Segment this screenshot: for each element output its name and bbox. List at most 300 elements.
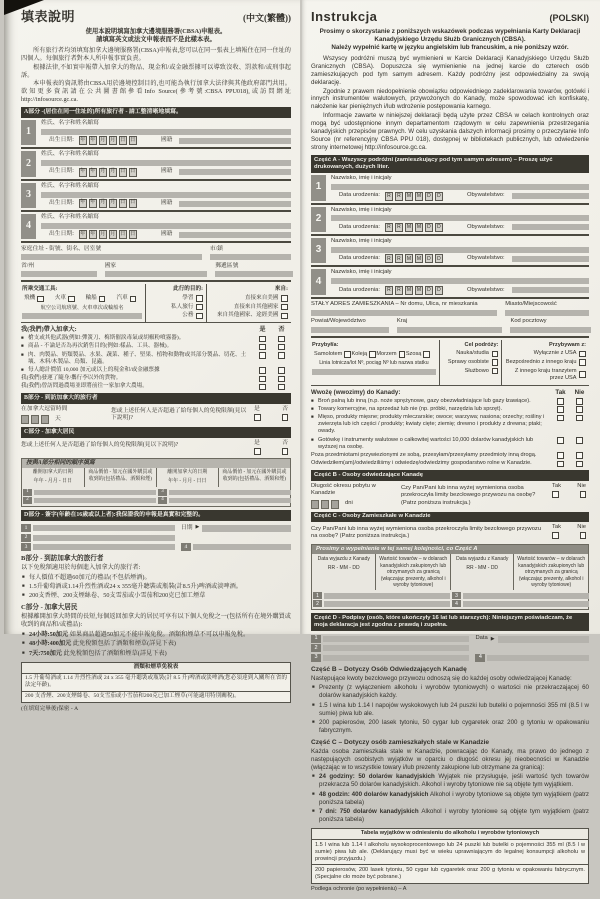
part-c-question: 您或上述任何人是否超過了給每個人的免稅限額(見以下說明)? xyxy=(21,441,179,448)
postal-code-label: 郵遞區號 xyxy=(215,262,239,269)
yes-checkbox[interactable] xyxy=(259,367,266,374)
duration-label: 在加拿大逗留時間 xyxy=(21,405,68,412)
date-input-bar[interactable] xyxy=(498,636,589,643)
subtitle-line-1: 使用本說明填寫加拿大邊境服務署(CBSA)申報表。 xyxy=(85,27,227,35)
signature-number: 4 xyxy=(475,654,485,662)
dob-box[interactable]: D xyxy=(425,254,433,263)
table-row-number: 4 xyxy=(452,600,461,607)
citizenship-input-bar[interactable] xyxy=(179,232,291,238)
duration-label: Długość okresu pobytu w Kanadzie xyxy=(311,482,376,497)
no-checkbox[interactable] xyxy=(282,414,289,421)
dob-box[interactable]: 年 xyxy=(79,168,87,177)
purpose-personal-label: Sprawy osobiste xyxy=(447,358,489,365)
subtitle-line-1: Prosimy o skorzystanie z poniższych wskazówek podczas wypełniania Karty Deklaracji Kanadyjskiego Urzędu Służb Granicznych (CBSA). xyxy=(319,27,581,43)
no-checkbox[interactable] xyxy=(576,437,583,444)
table-strip-header: 按與A部分相同的順序填寫 xyxy=(22,459,290,469)
no-checkbox[interactable] xyxy=(576,415,583,422)
days-label: 天 xyxy=(55,416,61,423)
value-of-goods-header: Wartość towarów – w dolarach kanadyjskich zakupionych lub otrzymanych za granicą (włączając prezenty, alkohol i wyroby tytoniowe) xyxy=(513,554,588,590)
part-b-header: B部分 - 到訪加拿大的旅行者 xyxy=(21,393,291,404)
purpose-personal-checkbox[interactable] xyxy=(492,359,499,366)
arriving-us-label: Wyłącznie z USA xyxy=(533,350,577,357)
bringing-item: ■ 商品 - 不論是否為再次銷售目的(例如:樣品、工具、器械)。 xyxy=(21,343,253,350)
language-tag: (POLSKI) xyxy=(549,13,589,23)
protected-footer: Podlega ochronie (po wypełnieniu) – A xyxy=(311,886,407,893)
residents-goods-table xyxy=(311,544,589,611)
arriving-via-us-label: 來自其他國家、途經美國 xyxy=(216,312,279,319)
no-checkbox[interactable] xyxy=(580,491,587,498)
exemption-detail: Wyjątek nie przysługuje, jeśli wartość tych towarów przekracza 50 dolarów kanadyjskich. Alkohol i wyroby tytoniowe nie są objęte tym wyjątkiem. xyxy=(319,773,589,789)
dob-box[interactable]: 月 xyxy=(99,136,107,145)
info-part-c-title: Część C – Dotyczy osób zamieszkałych stale w Kanadzie xyxy=(311,738,490,746)
dob-box[interactable]: 月 xyxy=(99,199,107,208)
bringing-extra-statement: 我(我們)發運了隨身/攜行李以外的貨物。 xyxy=(21,375,122,382)
exemption-amount: 24 godziny: 50 dolarów kanadyjskich xyxy=(319,773,435,781)
name-label: 姓氏、名字和姓名縮寫 xyxy=(41,182,99,189)
dob-box[interactable]: 年 xyxy=(79,199,87,208)
home-address-label: STAŁY ADRES ZAMIESZKANIA – Nr domu, Ulica, nr mieszkania xyxy=(311,301,478,308)
province-label: 省/州 xyxy=(21,262,35,269)
name-input-bar[interactable] xyxy=(331,247,589,253)
arriving-us-checkbox[interactable] xyxy=(281,295,288,302)
dob-label: 出生日期: xyxy=(49,137,74,144)
no-checkbox[interactable] xyxy=(576,461,583,468)
goods-input-bar[interactable] xyxy=(463,601,589,607)
yes-checkbox[interactable] xyxy=(557,461,564,468)
info-part-c-intro: 根據離開加拿大時間的長短,每個返回加拿大的居民可享有以下個人免稅之一(包括所有在境外購買或收到的商品和/或禮品): xyxy=(21,613,291,629)
signature-input-bar[interactable] xyxy=(33,544,175,550)
no-label: Nie xyxy=(577,482,586,489)
home-address-input-bar[interactable] xyxy=(21,254,202,260)
protected-footer: (在填寫完畢後)保密 - A xyxy=(21,705,79,712)
mode-air-label: 飛機 xyxy=(24,295,36,302)
dob-box[interactable]: 日 xyxy=(119,199,127,208)
name-input-bar[interactable] xyxy=(41,192,291,198)
exemption-bullet: ■ Prezenty (z wyłączeniem alkoholu i wyrobów tytoniowych) o wartości nie przekraczającej 60 dolarów kanadyjskich każdy. xyxy=(311,684,589,700)
exemption-amount: 48小時:400加元 xyxy=(29,640,72,648)
signature-number: 1 xyxy=(311,635,321,643)
table-row-number: 4 xyxy=(158,497,167,504)
province-label: Powiat/Województwo xyxy=(311,318,366,325)
days-box[interactable] xyxy=(331,500,339,509)
signature-input-bar[interactable] xyxy=(33,525,175,531)
transport-label: 所乘交通工具: xyxy=(22,286,58,293)
subtitle-line-2: Należy wypełnić kartę w języku angielskim lub francuskim, a nie poniższy wzór. xyxy=(331,43,569,51)
mode-marine-checkbox[interactable] xyxy=(369,351,376,358)
signature-input-bar[interactable] xyxy=(323,645,469,651)
dob-box[interactable]: M xyxy=(406,192,412,199)
dob-box[interactable]: 年 xyxy=(89,136,97,145)
flight-number-label: Linia lotnicza/lot Nº, pociąg Nº lub nazwa statku xyxy=(319,359,429,366)
traveler-row-number: 3 xyxy=(311,238,326,263)
date-left-canada-header: 離開加拿大的日期 xyxy=(32,470,73,476)
no-checkbox[interactable] xyxy=(576,398,583,405)
country-label: Kraj xyxy=(396,318,408,325)
dob-box[interactable]: D xyxy=(435,286,443,295)
dob-box[interactable]: 年 xyxy=(79,230,87,239)
citizenship-input-bar[interactable] xyxy=(512,193,589,199)
bringing-extra-statement: 我(我們)曾訪問過農場並即將前往一家加拿大農場。 xyxy=(21,383,148,390)
part-d-header: D部分 - 簽字(年齡在16歲或以上者):我保證我的申報是真實和完整的。 xyxy=(21,510,291,521)
dob-box[interactable]: 日 xyxy=(129,136,137,145)
dob-box[interactable]: 日 xyxy=(129,230,137,239)
date-format-hint: 年年 - 月月 - 日日 xyxy=(168,478,207,484)
goods-input-bar[interactable] xyxy=(169,498,291,504)
yes-checkbox[interactable] xyxy=(557,437,564,444)
exemption-bullet: ■ 200 papierosów, 200 lasek tytoniu, 50 cygar lub cygaretek oraz 200 g tytoniu w opakowaniu fabrycznym. xyxy=(311,719,589,735)
dob-box[interactable]: D xyxy=(425,286,433,295)
purpose-label: 此行的目的: xyxy=(173,286,203,293)
yes-checkbox[interactable] xyxy=(557,452,564,459)
bringing-item: ■ Broń palną lub inną (n.p. noże sprężynowe, gazy obezwładniające lub gazy łzawiące). xyxy=(311,398,551,405)
province-input-bar[interactable] xyxy=(311,327,389,333)
days-box[interactable] xyxy=(31,415,39,424)
no-checkbox[interactable] xyxy=(278,344,285,351)
arriving-from-label: Przybywam z: xyxy=(548,341,586,348)
citizenship-input-bar[interactable] xyxy=(512,224,589,230)
table-row-number: 1 xyxy=(313,592,322,599)
mode-highway-label: Szosą xyxy=(405,350,422,357)
country-input-bar[interactable] xyxy=(105,271,208,277)
dob-box[interactable]: R xyxy=(395,223,403,232)
purpose-label: Cel podróży: xyxy=(464,341,499,348)
arriving-other-checkbox[interactable] xyxy=(281,304,288,311)
intro-paragraph: Zgodnie z prawem niedopełnienie obowiązku odpowiedniego zadeklarowania towarów, gotówki i innych instrumentów walutowych, przywożonych do Kanady, może spowodować ich konfiskatę, nałożenie kar pieniężnych i/lub wdrożenie postępowania karnego. xyxy=(311,87,589,111)
signature-input-bar[interactable] xyxy=(323,655,469,661)
dob-box[interactable]: 日 xyxy=(119,230,127,239)
dob-box[interactable]: M xyxy=(406,287,412,294)
purpose-business-checkbox[interactable] xyxy=(492,368,499,375)
info-part-b-title: B部分 - 到訪加拿大的旅行者 xyxy=(21,555,104,563)
dob-box[interactable]: 月 xyxy=(109,199,117,208)
home-address-input-bar[interactable] xyxy=(311,310,497,316)
dob-box[interactable]: 日 xyxy=(129,168,137,177)
name-label: 姓氏、名字和姓名縮寫 xyxy=(41,119,99,126)
info-part-c-intro: Każda osoba zamieszkała stale w Kanadzie, powracając do Kanady, ma prawo do jednego z następujących osobistych wyjątków w oparciu o długość okresu jej nieobecności w Kanadzie (włączając w to wszystkie towary i/lub prezenty zakupione lub otrzymane za granicą): xyxy=(311,747,589,771)
dob-box[interactable]: 月 xyxy=(109,168,117,177)
dob-box[interactable]: 年 xyxy=(89,168,97,177)
info-part-b-intro: 以下免稅額適用於每個進入加拿大的旅行者: xyxy=(21,564,141,572)
citizenship-label: 國籍 xyxy=(160,168,173,175)
dob-box[interactable]: R xyxy=(385,223,393,232)
dob-box[interactable]: R xyxy=(385,254,393,263)
signature-input-bar[interactable] xyxy=(487,655,589,661)
arriving-via-us-checkbox[interactable] xyxy=(579,371,586,378)
signature-number: 3 xyxy=(21,543,31,551)
yes-checkbox[interactable] xyxy=(552,532,559,539)
exemption-detail: 如果商品超過50加元不能申報免稅。酒類和煙草不可以申報免稅。 xyxy=(69,630,250,638)
days-box[interactable] xyxy=(311,500,319,509)
exemption-amount: 48 godzin: 400 dolarów kanadyjskich xyxy=(319,790,429,798)
purpose-personal-checkbox[interactable] xyxy=(196,304,203,311)
mode-highway-label: 汽車 xyxy=(116,295,128,302)
country-label: 國家 xyxy=(104,262,117,269)
traveler-row-number: 4 xyxy=(21,214,36,239)
purpose-business-label: Służbowo xyxy=(464,367,489,374)
mode-rail-label: Koleją xyxy=(351,350,368,357)
yes-checkbox[interactable] xyxy=(254,448,261,455)
citizenship-label: 國籍 xyxy=(160,199,173,206)
intro-paragraph: 本申報表的資訊將由CBSA用於邊境控制目的,也可能為執行加拿大法律與其他政府部門共用。欲知更多資訊請在公共圖書館參看Info Source(參考號:CBSA PPU018),或訪問網址 http://infosource.gc.ca. xyxy=(21,80,291,104)
intro-paragraph: Wszyscy podróżni muszą być wymienieni w Karcie Deklaracji Kanadyjskiego Urzędu Służb Granicznych (CBSA). Dopuszcza się wymienienie na jednej karcie do czterech osób zamieszkujących pod tym samym adresem. Każdy podróżny jest odpowiedzialny za swoją deklarację. xyxy=(311,54,589,86)
no-checkbox[interactable] xyxy=(576,452,583,459)
alcohol-tobacco-table xyxy=(311,828,589,884)
dob-box[interactable]: 年 xyxy=(89,230,97,239)
mode-highway-checkbox[interactable] xyxy=(423,351,430,358)
city-input-bar[interactable] xyxy=(210,254,291,260)
dob-box[interactable]: D xyxy=(435,223,443,232)
yes-checkbox[interactable] xyxy=(259,336,266,343)
dob-box[interactable]: 年 xyxy=(89,199,97,208)
no-checkbox[interactable] xyxy=(282,448,289,455)
no-checkbox[interactable] xyxy=(278,376,285,383)
dob-box[interactable]: D xyxy=(425,192,433,201)
date-left-canada-header: 離開加拿大的日期 xyxy=(167,470,208,476)
part-a-header: A部分 -(居住在同一住址的)所有旅行者 - 請工整清晰地填寫。 xyxy=(21,107,291,118)
bringing-extra-statement: Poza przedmiotami przywiezionymi ze sobą, przesyłam/przesyłamy przedmioty inną drogą. xyxy=(311,451,537,458)
postal-code-input-bar[interactable] xyxy=(215,271,293,277)
goods-input-bar[interactable] xyxy=(324,593,450,599)
signature-input-bar[interactable] xyxy=(193,544,291,550)
dob-box[interactable]: R xyxy=(395,254,403,263)
name-input-bar[interactable] xyxy=(41,223,291,229)
dob-box[interactable]: D xyxy=(435,254,443,263)
flight-number-input-bar[interactable] xyxy=(312,369,436,375)
citizenship-input-bar[interactable] xyxy=(179,138,291,144)
name-input-bar[interactable] xyxy=(41,129,291,135)
days-box[interactable] xyxy=(21,415,29,424)
no-column-label: 否 xyxy=(278,326,285,334)
yes-label: 是 xyxy=(254,405,260,412)
dob-box[interactable]: R xyxy=(385,286,393,295)
dob-box[interactable]: R xyxy=(395,192,403,201)
mode-marine-label: Morzem xyxy=(376,350,397,357)
exemption-detail: 此免稅額包括了酒類和煙草(詳見下表) xyxy=(72,640,176,648)
name-input-bar[interactable] xyxy=(331,215,589,221)
yes-checkbox[interactable] xyxy=(557,406,564,413)
citizenship-input-bar[interactable] xyxy=(179,169,291,175)
yes-checkbox[interactable] xyxy=(557,398,564,405)
yes-checkbox[interactable] xyxy=(552,491,559,498)
purpose-study-checkbox[interactable] xyxy=(196,295,203,302)
mode-rail-checkbox[interactable] xyxy=(399,351,406,358)
exemption-bullet xyxy=(311,808,589,824)
subtitle-line-2: 請填寫英文或法文申報表而不是此樣本表。 xyxy=(96,35,216,43)
arriving-other-label: Bezpośrednio z innego kraju xyxy=(505,358,577,365)
no-checkbox[interactable] xyxy=(580,532,587,539)
mode-marine-checkbox[interactable] xyxy=(68,296,75,303)
residents-goods-table xyxy=(21,458,291,507)
dob-box[interactable]: 日 xyxy=(129,199,137,208)
exemption-amount: 7 dni: 750 dolarów kanadyjskich xyxy=(319,807,419,815)
signature-number: 4 xyxy=(181,543,191,551)
bringing-item: ■ 槍支或其他武器(例如:彈簧刀、梅斯催淚毒氣或胡椒粉噴霧器)。 xyxy=(21,335,253,342)
no-checkbox[interactable] xyxy=(278,352,285,359)
postal-code-label: Kod pocztowy xyxy=(510,318,547,325)
exemption-bullet xyxy=(21,631,291,639)
no-label: 否 xyxy=(282,405,288,412)
no-checkbox[interactable] xyxy=(576,406,583,413)
signature-input-bar[interactable] xyxy=(323,636,469,642)
traveler-row-number: 2 xyxy=(311,207,326,232)
no-checkbox[interactable] xyxy=(278,336,285,343)
citizenship-input-bar[interactable] xyxy=(512,256,589,262)
name-input-bar[interactable] xyxy=(41,160,291,166)
info-part-b-title: Część B – Dotyczy Osób Odwiedzających Kanadę xyxy=(311,665,467,673)
chinese-instruction-page xyxy=(4,0,300,712)
dob-box[interactable]: D xyxy=(435,192,443,201)
bringing-item: ■ 每人總計價值 10,000 加元或以上的現金和/或金融票據 xyxy=(21,367,253,374)
name-label: 姓氏、名字和姓名縮寫 xyxy=(41,151,99,158)
part-b-question: Czy Pan/Pani lub inna wyżej wymieniona osoba przekroczyła limity bezcłowego przywozu na osobę? (Patrz poniższa instrukcja.) xyxy=(401,484,536,506)
table-row-number: 3 xyxy=(158,489,167,496)
yes-column-label: Tak xyxy=(555,388,566,396)
alcohol-tobacco-table xyxy=(21,662,291,704)
purpose-business-checkbox[interactable] xyxy=(196,313,203,320)
city-input-bar[interactable] xyxy=(505,310,588,316)
name-input-bar[interactable] xyxy=(331,278,589,284)
page-title: Instrukcja xyxy=(311,9,378,24)
mode-air-checkbox[interactable] xyxy=(37,296,44,303)
intro-paragraph: 所有旅行者均須填寫加拿大邊境服務署(CBSA)申報表,您可以在同一張表上填報住在同一住址的四個人。每個旅行者對本人所申報事實負責。 xyxy=(21,46,291,62)
yes-label: Tak xyxy=(552,482,562,489)
yes-checkbox[interactable] xyxy=(259,376,266,383)
bringing-extra-statement: Odwiedziłem(am)/odwiedziliśmy i odwiedzę/odwiedzimy gospodarstwo rolne w Kanadzie. xyxy=(311,460,532,467)
dob-box[interactable]: 日 xyxy=(119,136,127,145)
dob-label: Data urodzenia: xyxy=(339,286,380,293)
table-row-number: 2 xyxy=(23,497,32,504)
yes-label: 是 xyxy=(254,439,260,446)
date-label: Data xyxy=(475,635,488,642)
part-c-question: Czy Pan/Pani lub inna wyżej wymieniona osoba przekroczyła limity bezcłowego przywozu na osobę? (Patrz poniższa instrukcja.) xyxy=(311,526,542,540)
country-input-bar[interactable] xyxy=(397,327,503,333)
purpose-business-label: 公務 xyxy=(182,312,194,319)
days-box[interactable] xyxy=(321,500,329,509)
date-format-hint: RR - MM - DD xyxy=(466,564,499,571)
citizenship-label: Obywatelstwo: xyxy=(466,192,505,199)
dob-box[interactable]: M xyxy=(416,224,422,231)
dob-box[interactable]: 月 xyxy=(99,168,107,177)
dob-label: Data urodzenia: xyxy=(339,192,380,199)
goods-input-bar[interactable] xyxy=(169,490,291,496)
mode-marine-label: 輪船 xyxy=(85,295,97,302)
dob-box[interactable]: M xyxy=(416,287,422,294)
tobacco-exemption-row: 200 支香煙、200支煙絲卷、50支雪茄或小雪茄和200克已加工煙草(可能適用特別關稅)。 xyxy=(22,691,290,702)
traveler-row-number: 4 xyxy=(311,269,326,294)
exemption-bullet: ■ 1.5升葡萄酒或1.14升烈性酒或24 x 355毫升聽裝或瓶裝(計8.5升)啤酒或淡啤酒。 xyxy=(21,583,291,591)
dob-box[interactable]: 月 xyxy=(109,136,117,145)
bringing-label: 我(我們)帶入加拿大: xyxy=(21,326,77,334)
arriving-other-checkbox[interactable] xyxy=(579,359,586,366)
dob-box[interactable]: 月 xyxy=(109,230,117,239)
language-tag: (中文(繁體)) xyxy=(243,13,291,23)
polish-instruction-page xyxy=(302,0,600,893)
alcohol-tobacco-table-title: 酒類和煙草免稅表 xyxy=(22,663,290,674)
date-arrow-icon: ▶ xyxy=(490,635,495,642)
no-checkbox[interactable] xyxy=(278,384,285,391)
arriving-via-us-checkbox[interactable] xyxy=(281,313,288,320)
date-format-hint: 年年 - 月月 - 日日 xyxy=(33,478,72,484)
dob-box[interactable]: R xyxy=(385,192,393,201)
value-of-goods-header: 商品價值 - 加元在國外購買或收到的(包括禮品、酒類和煙) xyxy=(84,468,156,487)
dob-box[interactable]: D xyxy=(425,223,433,232)
citizenship-input-bar[interactable] xyxy=(179,201,291,207)
traveler-row-number: 2 xyxy=(21,151,36,176)
exemption-amount: 24小時:50加元 xyxy=(29,630,69,638)
citizenship-label: 國籍 xyxy=(160,137,173,144)
name-label: Nazwisko, imię i inicjały xyxy=(331,237,392,244)
dob-box[interactable]: M xyxy=(406,255,412,262)
citizenship-label: Obywatelstwo: xyxy=(466,223,505,230)
mode-air-checkbox[interactable] xyxy=(344,351,351,358)
city-label: Miasto/Miejscowość xyxy=(505,301,557,308)
mode-rail-label: 火車 xyxy=(54,295,67,302)
citizenship-label: Obywatelstwo: xyxy=(466,286,505,293)
exemption-bullet xyxy=(21,650,291,658)
transport-section xyxy=(21,284,291,323)
goods-input-bar[interactable] xyxy=(34,490,156,496)
dob-box[interactable]: 月 xyxy=(99,230,107,239)
goods-input-bar[interactable] xyxy=(463,593,589,599)
arriving-us-checkbox[interactable] xyxy=(579,351,586,358)
info-part-c-title: C部分 - 加拿大居民 xyxy=(21,604,78,612)
arriving-other-label: 直接來自其他國家 xyxy=(233,303,279,310)
yes-checkbox[interactable] xyxy=(254,414,261,421)
flight-number-label: 航空公司航班號、火車車次或輪船名 xyxy=(40,304,124,311)
part-c-header: C部分 - 加拿大居民 xyxy=(21,427,291,438)
yes-checkbox[interactable] xyxy=(557,415,564,422)
instruction-panel xyxy=(302,0,600,899)
citizenship-label: Obywatelstwo: xyxy=(466,255,505,262)
traveler-row-number: 3 xyxy=(21,183,36,208)
dob-label: 出生日期: xyxy=(49,199,74,206)
bringing-item: ■ Gotówkę i instrumenty walutowe o całkowitej wartości 10,000 dolarów kanadyjskich lub wyższej na osobę. xyxy=(311,437,551,451)
dob-box[interactable]: R xyxy=(395,286,403,295)
date-input-bar[interactable] xyxy=(202,525,291,532)
mode-rail-checkbox[interactable] xyxy=(99,296,106,303)
name-input-bar[interactable] xyxy=(331,184,589,190)
traveler-row xyxy=(311,207,589,236)
no-label: Nie xyxy=(577,524,586,531)
dob-box[interactable]: M xyxy=(416,255,422,262)
goods-input-bar[interactable] xyxy=(324,601,450,607)
yes-checkbox[interactable] xyxy=(259,352,266,359)
days-box[interactable] xyxy=(41,415,49,424)
traveler-row xyxy=(21,151,291,180)
dob-label: 出生日期: xyxy=(49,168,74,175)
goods-input-bar[interactable] xyxy=(34,498,156,504)
citizenship-input-bar[interactable] xyxy=(512,287,589,293)
exemption-bullet: ■ 200支香煙、200支煙絲卷、50支雪茄或小雪茄和200克已加工煙草 xyxy=(21,592,291,600)
no-checkbox[interactable] xyxy=(278,367,285,374)
dob-box[interactable]: 日 xyxy=(119,168,127,177)
postal-code-input-bar[interactable] xyxy=(510,327,591,333)
province-input-bar[interactable] xyxy=(21,271,97,277)
traveler-row xyxy=(311,175,589,204)
flight-number-input-bar[interactable] xyxy=(22,313,142,319)
table-row-number: 1 xyxy=(23,489,32,496)
dob-box[interactable]: M xyxy=(406,224,412,231)
instruction-panel xyxy=(4,0,300,719)
yes-label: Tak xyxy=(552,524,562,531)
dob-box[interactable]: M xyxy=(416,192,422,199)
dob-box[interactable]: 年 xyxy=(79,136,87,145)
purpose-study-checkbox[interactable] xyxy=(492,351,499,358)
signature-input-bar[interactable] xyxy=(33,535,175,541)
yes-checkbox[interactable] xyxy=(259,344,266,351)
yes-checkbox[interactable] xyxy=(259,384,266,391)
mode-highway-checkbox[interactable] xyxy=(130,296,137,303)
